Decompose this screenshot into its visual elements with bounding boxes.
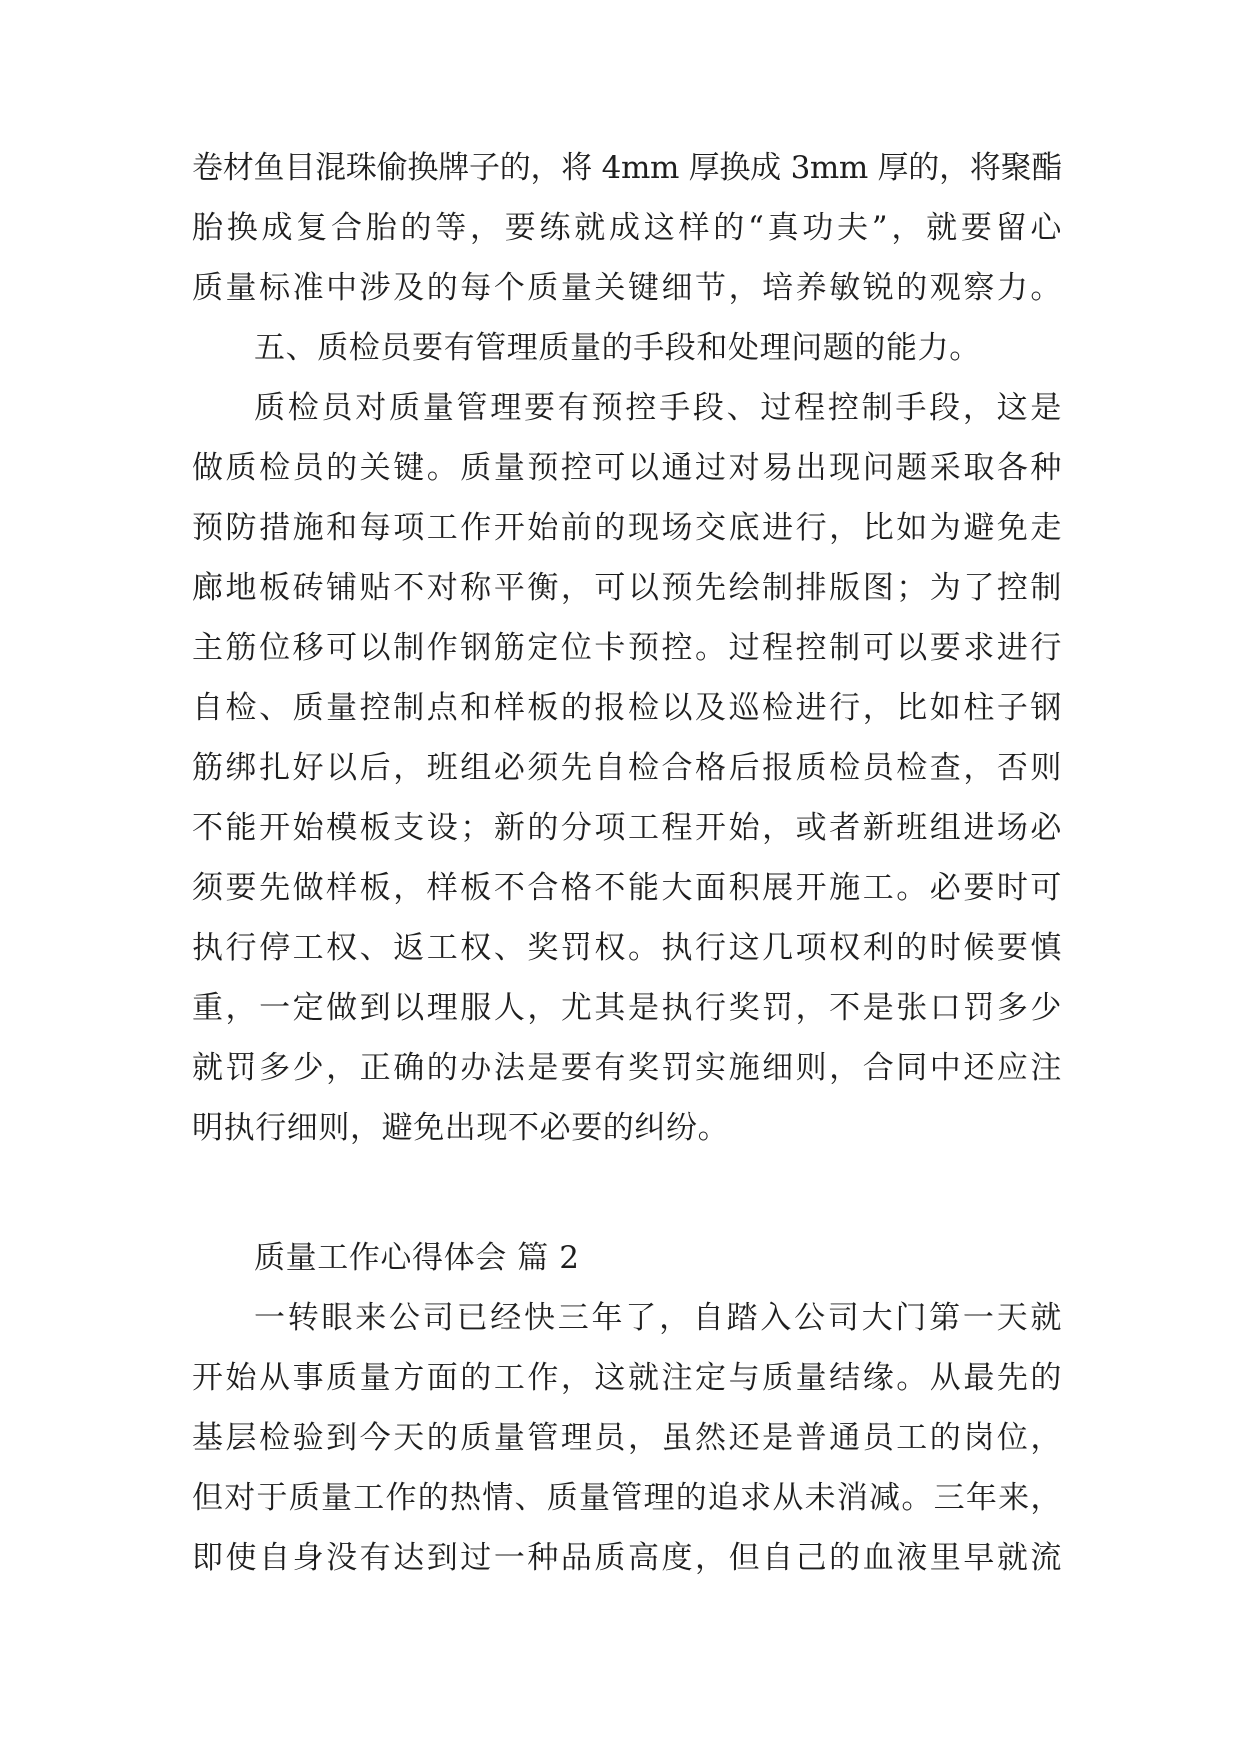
paragraph-line: 廊地板砖铺贴不对称平衡，可以预先绘制排版图；为了控制 <box>192 570 1062 606</box>
paragraph-line: 开始从事质量方面的工作，这就注定与质量结缘。从最先的 <box>192 1360 1062 1396</box>
paragraph-line: 卷材鱼目混珠偷换牌子的，将 4mm 厚换成 3mm 厚的，将聚酯 <box>192 150 1062 186</box>
paragraph-line: 须要先做样板，样板不合格不能大面积展开施工。必要时可 <box>192 870 1062 906</box>
paragraph-line: 就罚多少，正确的办法是要有奖罚实施细则，合同中还应注 <box>192 1050 1062 1086</box>
paragraph-line: 质量标准中涉及的每个质量关键细节，培养敏锐的观察力。 <box>192 270 1062 306</box>
paragraph-line: 执行停工权、返工权、奖罚权。执行这几项权利的时候要慎 <box>192 930 1062 966</box>
paragraph-line: 不能开始模板支设；新的分项工程开始，或者新班组进场必 <box>192 810 1062 846</box>
paragraph-line: 质检员对质量管理要有预控手段、过程控制手段，这是 <box>254 390 1062 426</box>
section-heading: 五、质检员要有管理质量的手段和处理问题的能力。 <box>254 330 981 366</box>
paragraph-line: 主筋位移可以制作钢筋定位卡预控。过程控制可以要求进行 <box>192 630 1062 666</box>
paragraph-line: 预防措施和每项工作开始前的现场交底进行，比如为避免走 <box>192 510 1062 546</box>
paragraph-line: 做质检员的关键。质量预控可以通过对易出现问题采取各种 <box>192 450 1062 486</box>
paragraph-line: 但对于质量工作的热情、质量管理的追求从未消减。三年来， <box>192 1480 1062 1516</box>
paragraph-line: 一转眼来公司已经快三年了，自踏入公司大门第一天就 <box>254 1300 1062 1336</box>
paragraph-line: 胎换成复合胎的等，要练就成这样的“真功夫”，就要留心 <box>192 210 1062 246</box>
paragraph-line: 筋绑扎好以后，班组必须先自检合格后报质检员检查，否则 <box>192 750 1062 786</box>
paragraph-line: 自检、质量控制点和样板的报检以及巡检进行，比如柱子钢 <box>192 690 1062 726</box>
article-title: 质量工作心得体会 篇 2 <box>254 1240 580 1276</box>
paragraph-line: 即使自身没有达到过一种品质高度，但自己的血液里早就流 <box>192 1540 1062 1576</box>
paragraph-line: 重，一定做到以理服人，尤其是执行奖罚，不是张口罚多少 <box>192 990 1062 1026</box>
paragraph-line: 基层检验到今天的质量管理员，虽然还是普通员工的岗位， <box>192 1420 1062 1456</box>
paragraph-line: 明执行细则，避免出现不必要的纠纷。 <box>192 1110 730 1146</box>
